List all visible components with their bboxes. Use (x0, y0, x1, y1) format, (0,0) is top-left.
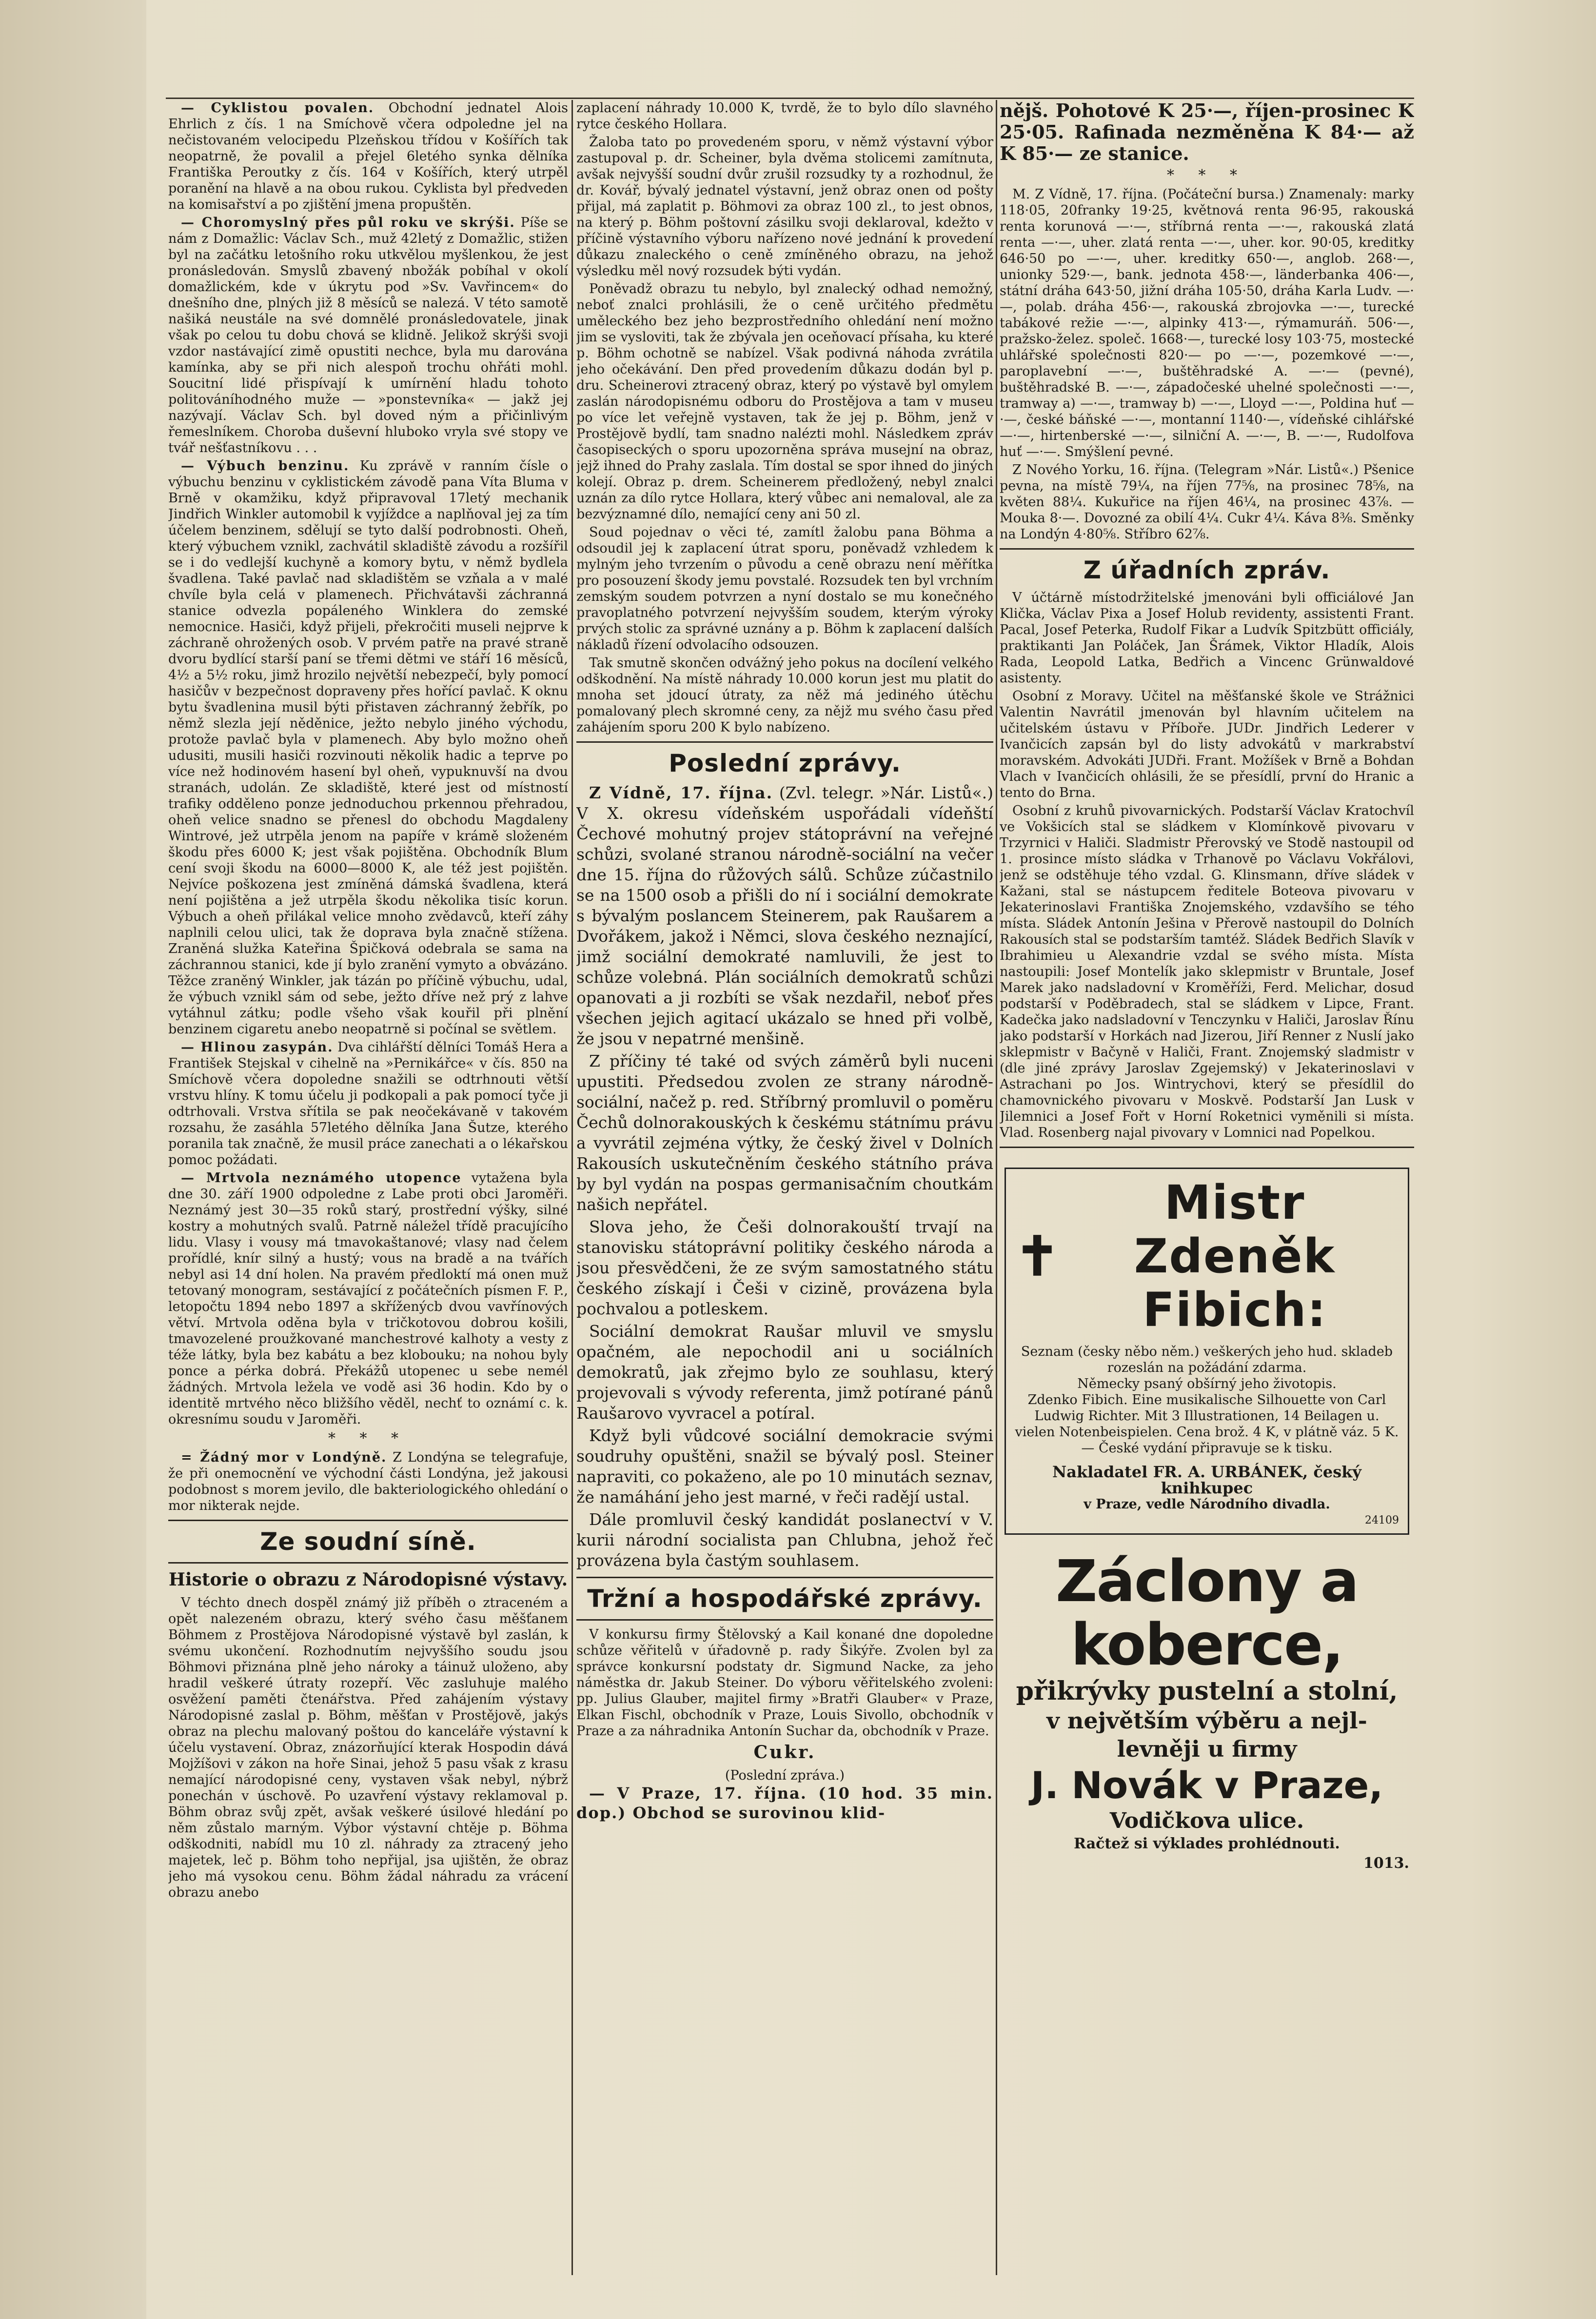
section-title: Z úřadních zpráv. (1083, 556, 1331, 584)
article-text: vytažena byla dne 30. září 1900 odpoledne z Labe proti obci Jaroměři. Neznámý jest 30—35 roků starý, prostřední výšky, silné kostry a mohutných svalů. Patrně náležel třídě pracujícího lidu. Vlasy i vousy má tmavokaštanové; vlasy nad čelem prořídlé, knír silný a hustý; vous na bradě a na tvářích nebyl asi 14 dní holen. Na pravém předloktí má onen muž tetovaný monogram, sestávající z počátečních písmen F. P., letopočtu 1894 nebo 1897 a skříženýcb dvou vavřínových větví. Mrtvola oděna byla v tričkotovou dobrou košili, tmavozelené proužkované manchestrové kalhoty a vesty z téže látky, byla bez kabátu a bez klobouku; na nohou byly ponce a pérka dobrá. Překážů utopenec u sebe nemél žádných. Mrtvola ležela ve vodě asi 36 hodin. Kdo by o identitě mrtvého něco bližšího věděl, nechť to oznámí c. k. okresnímu soudu v Jaroměři. (168, 1170, 568, 1427)
advert-novak (1005, 1549, 1409, 1873)
advert-publisher: Nakladatel FR. A. URBÁNEK, český knihkupec (1052, 1463, 1362, 1497)
separator-stars: * * * (1166, 167, 1247, 184)
headline: — Hlinou zasypán. (181, 1040, 334, 1055)
divider (1000, 1147, 1414, 1148)
column-rule (571, 100, 573, 2275)
article-text: Tak smutně skončen odvážný jeho pokus na docílení velkého odškodnění. Na místě náhrady 10.000 korun jest mu platit do mnoha set jdoucí útraty, za něž má jediného útěchu pomalovaný plech skromné ceny, za nějž mu svého času před zahájením sporu 200 K bylo nabízeno. (576, 655, 993, 735)
divider (168, 1562, 568, 1564)
article-title: Historie o obrazu z Národopisné výstavy. (168, 1569, 568, 1590)
headline: Z Vídně, 17. října. (589, 783, 773, 802)
top-rule (166, 98, 1414, 99)
advert-text: Seznam (česky něbo něm.) veškerých jeho hud. skladeb rozeslán na požádání zdarma. (1021, 1344, 1393, 1375)
article-text: Soud pojednav o věci té, zamítl žalobu pana Böhma a odsoudil jej k zaplacení útrat sporu, poněvadž vzhledem k mylným jeho tvrzením o původu a ceně obrazu není měřítka pro posouzení škody jemu povstalé. Rozsudek ten byl vrchním zemským soudem potvrzen a nyní dostalo se mu konečného pravoplatného potvrzení nejvyšším soudem, kterým výroky prvých stolic za správné uznány a p. Böhm k zaplacení dalších nákladů řízení odvolacího odsouzen. (576, 525, 993, 653)
article-text: Píše se nám z Domažlic: Václav Sch., muž 42letý z Domažlic, stižen byl na začátku letošního roku utkvělou myšlenkou, že jest pronásledován. Smyslů zbavený nbožák pobíhal v okolí domažlickém, kde v úkrytu pod »Sv. Vavřincem« do dnešního dne, plných již 8 měsíců se nalezá. V této samotě našiká neustále na své domnělé pronásledovatele, jinak však po celou tu dobu chová se klidně. Jelikož skrýši svoji vzdor nastávající zimě opustiti nechce, byla mu darována kamínka, aby se při nich alespoň trochu ohřáti mohl. Soucitní lidé přispívají k umírnění hladu tohoto politováníhodného muže — »ponstevníka« — jakž jej nazývají. Václav Sch. byl doved ným a přičinlivým řemeslníkem. Choroba duševní hluboko vryla své stopy ve tvář nešťastníkovu . . . (168, 215, 568, 456)
article-text: Dva cihlářští dělníci Tomáš Hera a František Stejskal v cihelně na »Pernikářce« v čís. 850 na Smíchově včera dopoledne snažili se odtrhnouti větší vrstvu hlíny. K tomu účelu ji podkopali a pak pomocí tyče ji odtrhovali. Vrstva sřítila se pak neočekávaně v takovém rozsahu, že zasáhla 57letého dělníka Jana Šutze, kterého poranila tak značně, že musil práce zanechati a o lékařskou pomoc požádati. (168, 1040, 568, 1168)
article-text: Ku zprávě v ranním čísle o výbuchu benzinu v cyklistickém závodě pana Víta Bluma v Brně v okamžiku, když připravoval 17letý mechanik Jindřich Winkler automobil k vyjíždce a naplňoval jej za tím účelem benzinem, sdělují se tyto další podrobnosti. Oheň, který výbuchem vznikl, zachvátil skladiště závodu a rozšířil se i do vedlejší kuchyně a komory bytu, v němž bydlela švadlena. Také pavlač nad skladištěm se vzňala a v malé chvíle byla celá v plamenech. Přichvátavši záchranná stanice odvezla popáleného Winklera do zemské nemocnice. Hasiči, když přijeli, překročiti museli nejprve k záchraně ohrožených osob. V prvém patře na pravé straně dvoru bydlící starší paní se třemi dětmi ve stáří 16 měsíců, 4½ a 5½ roku, jimž hrozilo největší nebezpečí, byly pomocí hasičův v bezpečnost dopraveny přes hořící pavlač. K oknu bytu švadlenina musil býti přistaven záchranný žebřík, po němž slezla její něděnice, ježto nebylo jiného východu, protože pavlač byla v plamenech. Aby bylo možno oheň udusiti, musili hasiči rozvinouti několik hadic a teprve po více než hodinovém hasení byl oheň, vypuknuvší na dvou stranách, udolán. Ze skladiště, které jest od místností trafiky odděleno ponze jednoduchou prkennou přehradou, oheň velice snadno se přenesl do obchodu Magdaleny Wintrové, jež utrpěla jenom na papíře v krámě složeném škodu přes 6000 K; jest však pojištěna. Obchodník Blum cení svoji škodu na 6000—8000 K, ale též jest pojištěn. Nejvíce poškozena jest zmíněná dámská švadlena, která není pojištěna a jež utrpěla škodu několika tisíc korun. Výbuch a oheň přilákal velice mnoho zvědavců, kteří záhy naplnili celou ulici, tak že doprava byla značně stížena. Zraněná služka Kateřina Špičková odebrala se sama na záchrannou stanici, kde jí bylo zranění vymyto a obvázáno. Těžce zraněný Winkler, jak tázán po příčině výbuchu, udal, že výbuch vznikl sám od sebe, ježto dříve než prý z lahve vytáhnul zátku; podle všeho však kouřil při plnění benzinem cigaretu anebo neopatrně si počínal se světlem. (168, 458, 568, 1037)
article-clay (168, 1039, 568, 1168)
article-text: Obchodní jednatel Alois Ehrlich z čís. 1 na Smíchově včera odpoledne jel na nečistovaném velocipedu Plzeňskou třídou v Košířích tak neopatrně, že povalil a přejel 6letého synka dělníka Františka Peroutky z čís. 164 v Košířích, který utrpěl poranění na hlavě a na obou rukou. Cyklista byl předveden na komisařství a po zjištění jmena propuštěn. (168, 100, 568, 212)
article-text: Žaloba tato po provedeném sporu, v němž výstavní výbor zastupoval p. dr. Scheiner, byla dvěma stolicemi zamítnuta, avšak nejvyšší soudní dvůr zrušil rozsudky ty a rozhodnul, že dr. Kovář, bývalý jednatel výstavní, jenž obraz onen od pošty přijal, má zaplatit p. Böhmovi za obraz 100 zl., to jest obnos, na který p. Böhm poštovní zásilku svoji deklaroval, kdežto v příčině výstavního výboru nařízeno nové jednání k provedení důkazu znaleckého o ceně zmíněného obrazu, na jehož výsledku měl nový rozsudek býti vydán. (576, 135, 993, 278)
article-text: V účtárně místodržitelské jmenováni byli officiálové Jan Klička, Václav Pixa a Josef Holub revidenty, assistenti Frant. Pacal, Josef Peterka, Rudolf Fikar a Ludvík Spitzbütt officiály, praktikanti Jan Poláček, Jan Šrámek, Viktor Hladík, Alois Rada, Leopold Latka, Bedřich a Vincenc Grünwaldové asistenty. (1000, 590, 1414, 686)
article-text: Z příčiny té také od svých záměrů byli nuceni upustiti. Předsedou zvolen ze strany národně-sociální, načež p. red. Stříbrný promluvil o poměru Čechů dolnorakouských k českému státnímu právu a vyvrátil zejména výtky, že český živel v Dolních Rakousích uskutečněním českého státního práva by byl vydán na pospas germanisačním choutkám našich nepřátel. (576, 1051, 993, 1214)
latest-news-block (576, 783, 993, 1571)
separator-stars: * * * (328, 1430, 409, 1447)
advert-fibich (1005, 1168, 1409, 1535)
cross-icon: ✝ (1015, 1225, 1060, 1288)
article-text: zaplacení náhrady 10.000 K, tvrdě, že to bylo dílo slavného rytce českého Hollara. (576, 100, 993, 132)
advert-text: Německy psaný obšírný jeho životopis. (1077, 1376, 1337, 1391)
article-plague (168, 1449, 568, 1514)
article-text: Když byli vůdcové sociální demokracie svými soudruhy opuštěni, snažil se bývalý posl. Steiner napraviti, co pokaženo, ale po 10 minutách seznav, že namáhání jeho jest marné, v řeči radějí ustal. (576, 1426, 993, 1506)
article-title: Cukr. (753, 1742, 816, 1763)
article-text: Dále promluvil český kandidát poslanectví v V. kurii národní socialista pan Chlubna, jehož řeč provázena byla častým souhlasem. (576, 1510, 993, 1570)
advert-number: 24109 (1365, 1514, 1399, 1526)
advert-subtitle: přikrývky pustelní a stolní, (1016, 1676, 1398, 1706)
advert-number: 1013. (1363, 1855, 1409, 1872)
article-vienna (576, 783, 993, 1049)
advert-title (1015, 1176, 1399, 1337)
advert-firm: J. Novák v Praze, (1030, 1764, 1383, 1807)
divider (576, 1577, 993, 1578)
article-text: (Zvl. telegr. »Nár. Listů«.) V X. okresu vídeňském uspořádali vídeňští Čechové mohutný projev státoprávní na veřejné schůzi, svolané stranou národně-sociální na večer dne 15. října do růžových sálů. Schůze zúčastnilo se na 1500 osob a přišli do ní i sociální demokrate s bývalým poslancem Steinerem, pak Raušarem a Dvořákem, jakož i Němci, slova českého neznající, jimž sociální demokraté namluvili, že jest to schůze volebná. Plán sociálních demokratů schůzi opanovati a ji rozbíti se však nezdařil, neboť přes všechen jejich agitací ukázalo se hned při volbě, že jsou v nepatrné menšině. (576, 783, 993, 1048)
article-text: V konkursu firmy Štělovský a Kail konané dne dopoledne schůze věřitelů v úřadovně p. rady Šikýře. Zvolen byl za správce konkursní podstaty dr. Sigmund Nacke, za jeho náměstka dr. Jakub Steiner. Do výboru věřitelského zvoleni: pp. Julius Glauber, majitel firmy »Bratři Glauber« v Praze, Elkan Fischl, obchodník v Praze, Louis Sivollo, obchodník v Praze a za náhradnika Antonín Suchar da, obchodník v Praze. (576, 1627, 993, 1739)
divider (576, 741, 993, 743)
market-summary: nějš. Pohotové K 25·—, říjen-prosinec K 25·05. Rafinada nezměněna K 84·— až K 85·— ze stanice. (1000, 100, 1414, 164)
advert-text: levněji u firmy (1117, 1736, 1297, 1762)
advert-address: v Praze, vedle Národního divadla. (1084, 1497, 1330, 1512)
market-newyork: Z Nového Yorku, 16. října. (Telegram »Nár. Listů«.) Pšenice pevna, na místě 79¼, na říjen 77⅝, na prosinec 78⅝, na květen 88¼. Kukuřice na říjen 46¼, na prosinec 43⅞. — Mouka 8·—. Dovozné za obilí 4¼. Cukr 4¼. Káva 8⅜. Směnky na Londýn 4·80⅝. Stříbro 62⅞. (1000, 462, 1414, 542)
column-1 (168, 100, 568, 2295)
advert-headline: Mistr Zdeněk Fibich: (1134, 1175, 1336, 1337)
headline: — Výbuch benzinu. (181, 458, 350, 474)
column-rule (996, 100, 997, 2275)
market-vienna: M. Z Vídně, 17. října. (Počáteční bursa.) Znamenaly: marky 118·05, 20franky 19·25, květnová renta 96·95, rakouská renta korunová —·—, stříbrná renta —·—, rakouská zlatá renta —·—, uher. zlatá renta —·—, uher. kor. 90·05, kreditky 646·50 po —·—, uher. kreditky 650·—, anglob. 268·—, unionky 529·—, bank. jednota 458·—, länderbanka 406·—, státní dráha 643·50, jižní dráha 105·50, dráha Karla Ludv. —·—, polab. dráha 456·—, rakouská zbrojovka —·—, turecké tabákové režie —·—, alpinky 413·—, rýmamuráň. 506·—, pražsko-želez. společ. 1668·—, turecké losy 103·75, mostecké uhlářské společnosti 820·— po —·—, pozemkové —·—, paroplavební —·—, buštěhradské A. —·— (pevné), buštěhradské B. —·—, západočeské uhelné společnosti —·—, tramway a) —·—, tramway b) —·—, Lloyd —·—, Poldina huť —·—, české báňské —·—, montanní 1140·—, vídeňské cihlářské —·—, hirtenberské —·—, silniční A. —·—, B. —·—, Rudolfova huť —·—. Smýšlení pevné. (1000, 187, 1414, 459)
article-subtitle: (Poslední zpráva.) (725, 1768, 845, 1783)
advert-address: Vodičkova ulice. (1109, 1808, 1304, 1833)
advert-text: v největším výběru a nejl- (1046, 1707, 1367, 1734)
article-text: Sociální demokrat Raušar mluvil ve smyslu opačném, ale nepochodil ani u sociálních demokratů, jak zřejmo bylo ze souhlasu, který projevovali s vývody referenta, jimž potírané pánů Raušarovo vyvracel a potíral. (576, 1322, 993, 1423)
article-explosion (168, 458, 568, 1037)
section-title: Ze soudní síně. (260, 1527, 476, 1556)
headline: — Choromyslný přes půl roku ve skrýši. (181, 215, 515, 230)
divider (576, 1619, 993, 1621)
article-text: Osobní z kruhů pivovarnických. Podstarší Václav Kratochvíl ve Vokšicích stal se sládkem v Klomínkově pivovaru v Trzyrnici v Haliči. Sladmistr Přerovský ve Stodě nastoupil od 1. prosince místo sládka v Trhanově po Václavu Vokřálovi, jenž se odstěhuje tého vzdal. G. Klinsmann, dříve sládek v Kažani, stal se nástupcem ředitele Boteova pivovaru v Jekaterinoslavi Františka Znojemského, vzdavšího se tého místa. Sládek Antonín Ješina v Přerově nastoupil do Dolních Rakousích stal se podstarším tamtéž. Sládek Bedřich Slavík v Ibrahimieu u Alexandrie vzdal se svého místa. Místa nastoupili: Josef Montelík jako sklepmistr v Bruntale, Josef Marek jako nadsladovní v Kroměříži, Ferd. Melichar, dosud podstarší v Poděbradech, stal se sládkem v Lipce, Frant. Kadečka jako nadsladovní v Tenczynku v Haliči, Jaroslav Řínu jako podstarší v Horkách nad Jizerou, Jiří Renner z Nuslí jako sklepmistr v Bačyně v Haliči, Frant. Znojemský sladmistr v (dle jiné zprávy Jaroslav Zgejemský) v Jekaterinoslavi v Astrachani po Jos. Wintrychovi, který se přesídlil do chamovnického pivovaru v Moskvě. Podstarší Jan Lusk v Jilemnici a Josef Fořt v Horní Roketnici vyměnili si místa. Vlad. Rosenberg najal pivovary v Lomnici nad Popelkou. (1000, 803, 1414, 1140)
article-text: — V Praze, 17. října. (10 hod. 35 min. dop.) Obchod se surovinou klid- (576, 1784, 993, 1822)
page-margin (0, 0, 146, 2319)
article-drowned (168, 1170, 568, 1427)
headline: = Žádný mor v Londýně. (181, 1450, 387, 1465)
divider (168, 1520, 568, 1521)
article-hideout (168, 215, 568, 456)
article-text: Poněvadž obrazu tu nebylo, byl znalecký odhad nemožný, neboť znalci prohlásili, že o ceně určitého předmětu uměleckého bez jeho bezprostředního ohledání není možno jim se vysloviti, tak že zbývala jen oceňovací přísaha, ku které p. Böhm ochotně se nabízel. Však podivná náhoda zvrátila jeho očekávání. Den před provedením důkazu dodán byl p. dru. Scheinerovi ztracený obraz, který po výstavě byl omylem zaslán národopisnému odboru do Prostějova a tam v museu po více let veřejně vystaven, tak že jej p. Böhm, jenž v Prostějově bydlí, tam snadno nalézti mohl. Následkem zpráv časopiseckých o sporu upozorněna správa musejní na obraz, jejž ihned do Prahy zaslala. Tím dostal se spor ihned do jiných kolejí. Obraz p. drem. Scheinerem předložený, nebyl znalci uznán za dílo rytce Hollara, který vůbec ani nemaloval, ale za bezvýznamné dílo, nemající ceny ani 50 zl. (576, 281, 993, 522)
advert-note: Račtež si výklades prohlédnouti. (1074, 1835, 1340, 1852)
divider (1000, 548, 1414, 550)
article-cyclist (168, 100, 568, 213)
article-text: Slova jeho, že Češi dolnorakouští trvají na stanovisku státoprávní politiky českého národa a jsou přesvědčeni, že ze svým samostatného státu českého získají i Češi v cizině, provázena byla pochvalou a potleskem. (576, 1217, 993, 1318)
column-2 (576, 100, 993, 2295)
section-title: Poslední zprávy. (669, 749, 901, 777)
article-text: V téchto dnech dospěl známý již příběh o ztraceném a opět nalezeném obrazu, který svého času měšťanem Böhmem z Prostějova Národopisné výstavě byl zaslán, k svému ukončení. Rozhodnutím nejvyššího soudu jsou Böhmovi přiznána plně jeho nároky a táinuž uloženo, aby hradil veškeré útraty rozepří. Věc zasluhuje malého osvěžení paměti čtenářstva. Před zahájením výstavy Národopisné zaslal p. Böhm, měšťan v Prostějově, jakýs obraz na plechu malovaný poštou do kanceláře výstavní k účelu vystavení. Obraz, znázorňující kterak Hospodin dává Mojžíšovi v zákon na hoře Sinai, jehož 5 pasu však z krasu nemající národopisné ceny, vystaven však nebyl, nýbrž ponechán v úschově. Po uzavření výstavy reklamoval p. Böhm obraz svůj zpět, avšak veškeré úsilové hledání po něm zůstalo marným. Výbor výstavní chtěje p. Böhma odškodniti, nabídl mu 10 zl. náhrady za ztracený jeho majetek, leč p. Böhm toho nepřijal, jsa ujištěn, že obraz jeho má vysokou cenu. Böhm žádal náhradu za vrácení obrazu anebo (168, 1595, 568, 1900)
advert-headline: Záclony a koberce, (1055, 1547, 1359, 1678)
section-title: Tržní a hospodářské zprávy. (587, 1585, 983, 1613)
advert-text: Zdenko Fibich. Eine musikalische Silhouette von Carl Ludwig Richter. Mit 3 Illustrationen, 14 Beilagen u. vielen Notenbeispielen. Cena brož. 4 K, v plátně váz. 5 K. — České vydání připravuje se k tisku. (1015, 1392, 1399, 1456)
headline: — Cyklistou povalen. (181, 100, 374, 116)
article-text: Z Londýna se telegrafuje, že při onemocnění ve východní části Londýna, jež jakousi podobnost s morem jevilo, dle bakteriologického ohledání o mor nikterak nejde. (168, 1450, 568, 1513)
article-text: Osobní z Moravy. Učitel na měšťanské škole ve Strážnici Valentin Navrátil jmenován byl hlavním učitelem na učitelském ústavu v Příboře. JUDr. Jindřich Lederer v Ivančicích zapsán byl do listy advokátů v markrabství moravském. Advokáti JUDři. Frant. Možíšek v Brně a Bohdan Vlach v Ivančicích ohlásili, že se přesídlí, první do Hranic a tento do Brna. (1000, 689, 1414, 800)
headline: — Mrtvola neznámého utopence (181, 1170, 462, 1186)
column-3 (1000, 100, 1414, 2295)
